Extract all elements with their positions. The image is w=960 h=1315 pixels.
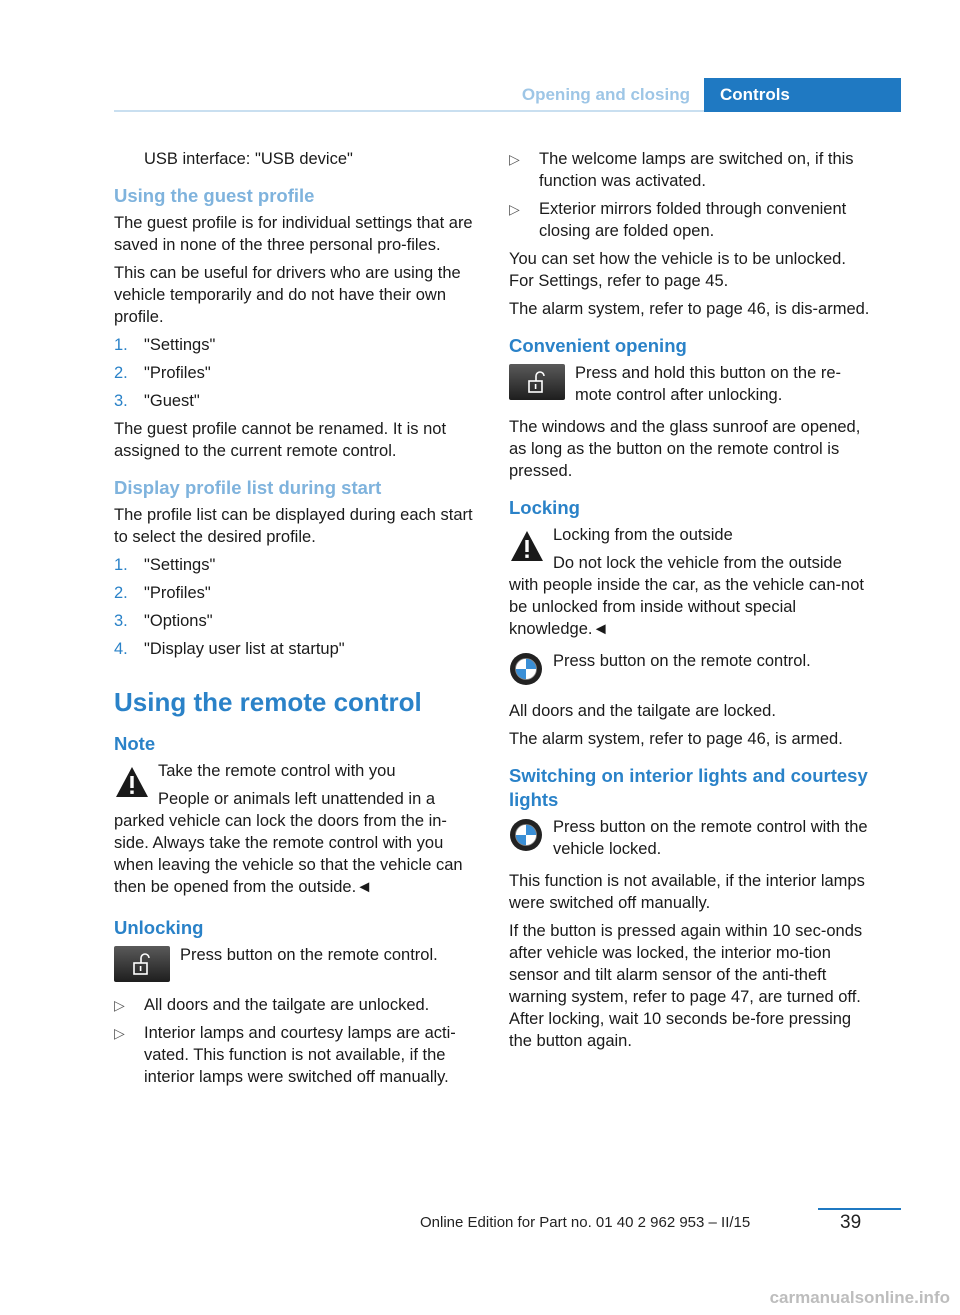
convenient-opening-heading: Convenient opening (509, 335, 687, 356)
page-number: 39 (840, 1212, 862, 1233)
guest-profile-para-3: The guest profile cannot be renamed. It is not assigned to the current remote control. (114, 420, 447, 460)
list-item (114, 994, 476, 1016)
unlocking-text: Press button on the remote control. (180, 946, 438, 964)
usb-interface-line: USB interface: "USB device" (144, 150, 353, 168)
remote-control-heading: Using the remote control (114, 687, 422, 717)
unlocking-bullets (114, 994, 476, 1088)
step-text: "Options" (144, 612, 213, 630)
unlock-button-icon (509, 364, 565, 400)
step-number: 1. (114, 336, 128, 354)
footer-rule (818, 1208, 901, 1210)
list-item (114, 582, 476, 604)
step-number: 2. (114, 584, 128, 602)
bmw-logo-button-icon (509, 652, 543, 692)
lights-para-1: This function is not available, if the interior lamps were switched off manually. (509, 872, 865, 912)
right-column (509, 148, 871, 1058)
step-number: 2. (114, 364, 128, 382)
unlocking-heading: Unlocking (114, 917, 204, 938)
lights-button-text: Press button on the remote control with the vehicle locked. (553, 818, 868, 858)
list-item (114, 390, 476, 412)
bullet-text: The welcome lamps are switched on, if this function was activated. (539, 150, 854, 190)
lock-button-text: Press button on the remote control. (553, 652, 811, 670)
step-number: 3. (114, 392, 128, 410)
warning-icon (509, 528, 545, 570)
list-item (114, 554, 476, 576)
warning-icon (114, 764, 150, 806)
display-profile-para: The profile list can be displayed during each start to select the desired profile. (114, 506, 473, 546)
list-item (114, 334, 476, 356)
step-text: "Settings" (144, 556, 216, 574)
step-text: "Profiles" (144, 584, 211, 602)
alarm-armed-para: The alarm system, refer to page 46, is armed. (509, 730, 843, 748)
list-item (114, 362, 476, 384)
convenient-opening-text: Press and hold this button on the re-mote control after unlocking. (575, 364, 841, 404)
interior-lights-heading: Switching on interior lights and courtesy lights (509, 765, 868, 810)
locking-heading: Locking (509, 497, 580, 518)
convenient-opening-row (509, 362, 871, 406)
note-heading: Note (114, 733, 156, 754)
lights-button-row (509, 816, 871, 860)
bullet-triangle-icon: ▷ (509, 151, 520, 167)
locking-warning-text: Do not lock the vehicle from the outside with people inside the car, as the vehicle can-not be unlocked from inside without special knowledge.◄ (509, 554, 864, 638)
unlock-button-row (114, 944, 476, 984)
display-profile-heading: Display profile list during start (114, 477, 382, 498)
bullet-triangle-icon: ▷ (509, 201, 520, 217)
guest-profile-para-2: This can be useful for drivers who are using the vehicle temporarily and do not have their own profile. (114, 264, 461, 326)
step-text: "Profiles" (144, 364, 211, 382)
convenient-opening-para: The windows and the glass sunroof are opened, as long as the button on the remote control is pressed. (509, 418, 861, 480)
list-item (114, 638, 476, 660)
bullet-text: All doors and the tailgate are unlocked. (144, 996, 430, 1014)
locking-warning-title: Locking from the outside (553, 526, 733, 544)
bmw-logo-button-icon (509, 818, 543, 858)
display-profile-steps (114, 554, 476, 660)
header-section-title: Opening and closing (521, 84, 690, 104)
list-item (114, 1022, 476, 1088)
step-text: "Settings" (144, 336, 216, 354)
note-warning-title: Take the remote control with you (158, 762, 396, 780)
unlock-bullets-cont (509, 148, 871, 242)
step-number: 3. (114, 612, 128, 630)
step-text: "Display user list at startup" (144, 640, 345, 658)
bullet-triangle-icon: ▷ (114, 997, 125, 1013)
step-number: 1. (114, 556, 128, 574)
guest-profile-heading: Using the guest profile (114, 185, 315, 206)
guest-profile-steps (114, 334, 476, 412)
bullet-text: Interior lamps and courtesy lamps are acti-vated. This function is not available, if the interior lamps were switched off manually. (144, 1024, 456, 1086)
list-item (114, 610, 476, 632)
step-number: 4. (114, 640, 128, 658)
bullet-triangle-icon: ▷ (114, 1025, 125, 1041)
locking-warning (509, 524, 871, 640)
note-warning-text: People or animals left unattended in a parked vehicle can lock the doors from the in-side. Always take the remote control with you when leaving the vehicle so that the vehicle can then be opened from the outside.◄ (114, 790, 463, 896)
list-item (509, 148, 871, 192)
lights-para-2: If the button is pressed again within 10 sec-onds after vehicle was locked, the interior mo-tion sensor and tilt alarm sensor of the anti-theft warning system, refer to page 47, are turned off. After locking, wait 10 seconds be-fore pressing the button again. (509, 922, 863, 1050)
unlock-button-icon (114, 946, 170, 982)
header-chapter-tab: Controls (704, 78, 901, 112)
locked-para: All doors and the tailgate are locked. (509, 702, 776, 720)
lock-button-row (509, 650, 871, 690)
left-column (114, 148, 476, 1094)
settings-para: You can set how the vehicle is to be unlocked. For Settings, refer to page 45. (509, 250, 846, 290)
footer-edition: Online Edition for Part no. 01 40 2 962 953 – II/15 (420, 1214, 751, 1231)
bullet-text: Exterior mirrors folded through convenient closing are folded open. (539, 200, 847, 240)
guest-profile-para-1: The guest profile is for individual settings that are saved in none of the three personal pro-files. (114, 214, 473, 254)
note-warning (114, 760, 476, 898)
step-text: "Guest" (144, 392, 200, 410)
list-item (509, 198, 871, 242)
watermark: carmanualsonline.info (769, 1288, 950, 1307)
alarm-disarmed-para: The alarm system, refer to page 46, is dis-armed. (509, 300, 870, 318)
